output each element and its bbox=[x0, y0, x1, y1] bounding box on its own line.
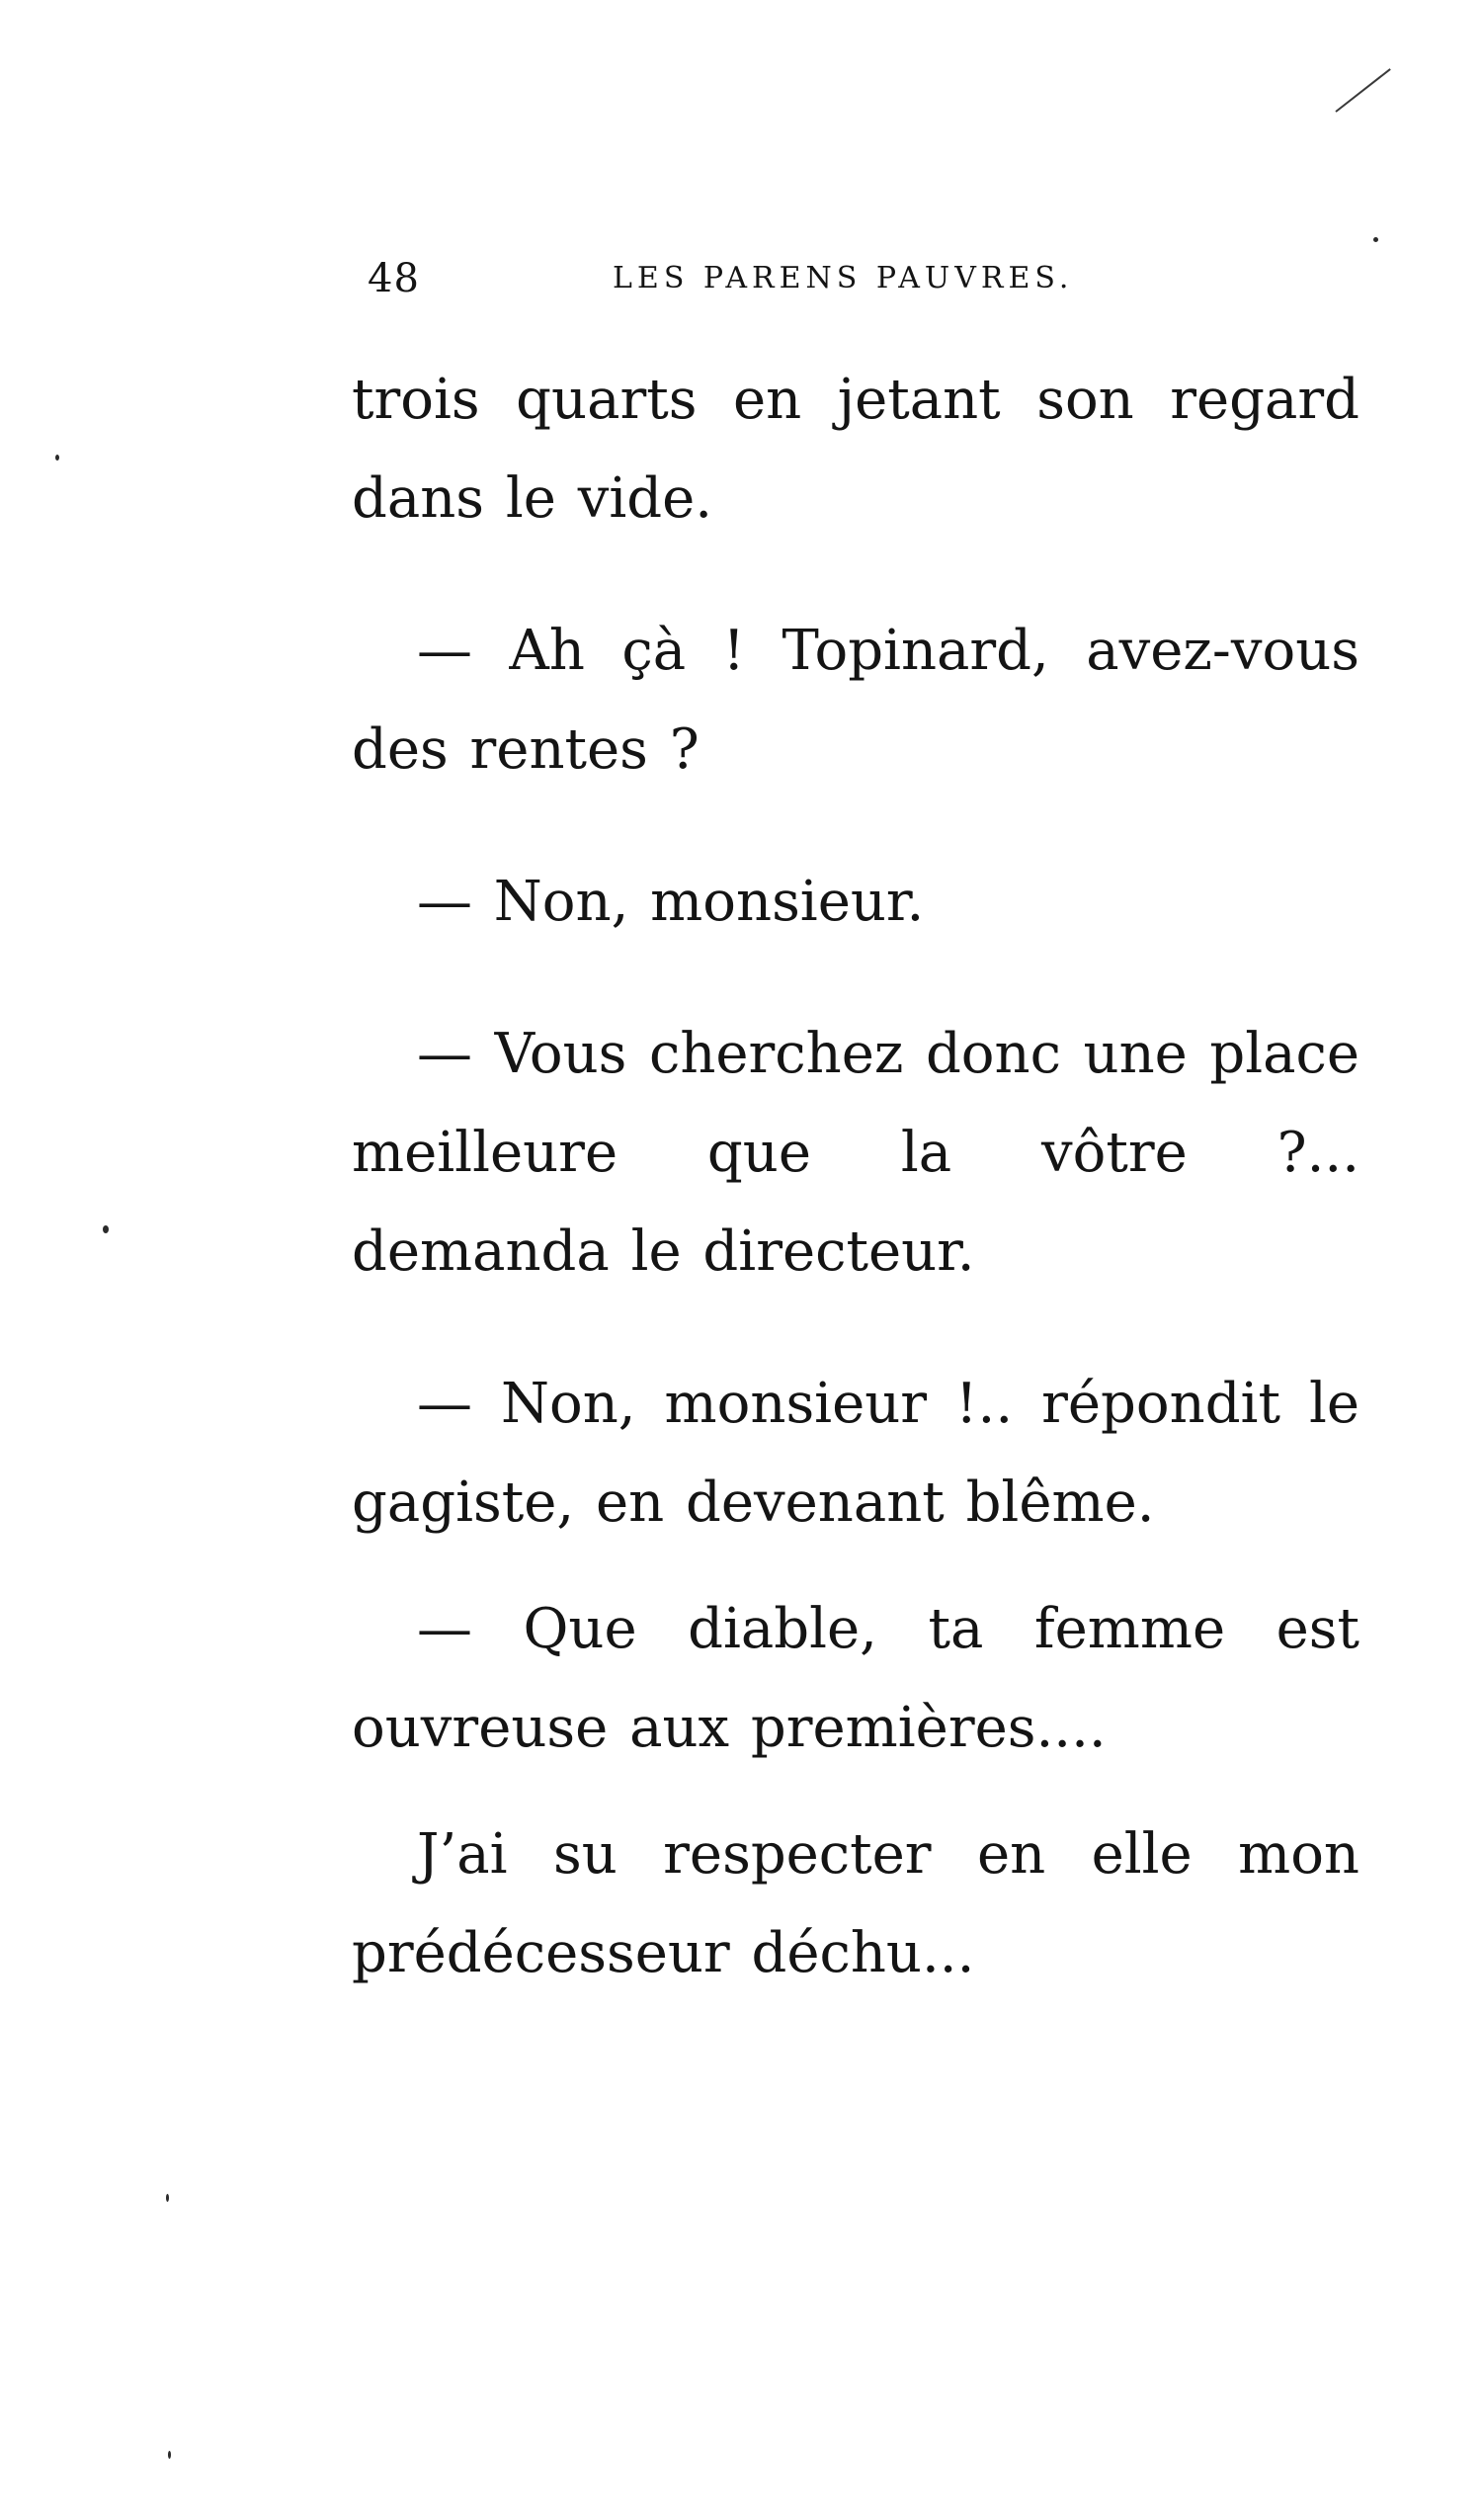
running-head bbox=[368, 255, 1118, 302]
paragraph-dialogue-blême: — Non, monsieur !.. répondit le gagiste, en devenant blême. bbox=[352, 1372, 1359, 1535]
paragraph-dialogue-non: — Non, monsieur. bbox=[417, 870, 925, 934]
paragraph-dialogue-place: — Vous cherchez donc une place meilleure que la vôtre ?... demanda le directeur. bbox=[352, 1022, 1359, 1284]
corner-scratch bbox=[1335, 68, 1390, 113]
body-text bbox=[352, 351, 1359, 2003]
scan-speck bbox=[168, 2451, 171, 2459]
paragraph-dialogue-rentes: — Ah çà ! Topinard, avez-vous des rentes ? bbox=[352, 619, 1359, 782]
page-number: 48 bbox=[368, 256, 420, 301]
scan-speck bbox=[55, 455, 59, 461]
scan-speck bbox=[166, 2194, 169, 2202]
scan-speck bbox=[103, 1225, 109, 1233]
scan-speck bbox=[1373, 237, 1378, 242]
running-title: LES PARENS PAUVRES. bbox=[613, 261, 1074, 295]
paragraph-continuation: trois quarts en jetant son regard dans le vide. bbox=[352, 368, 1359, 531]
paragraph-predecesseur: J’ai su respecter en elle mon prédécesseur déchu... bbox=[352, 1822, 1359, 1985]
paragraph-dialogue-femme: — Que diable, ta femme est ouvreuse aux premières.... bbox=[352, 1597, 1359, 1760]
